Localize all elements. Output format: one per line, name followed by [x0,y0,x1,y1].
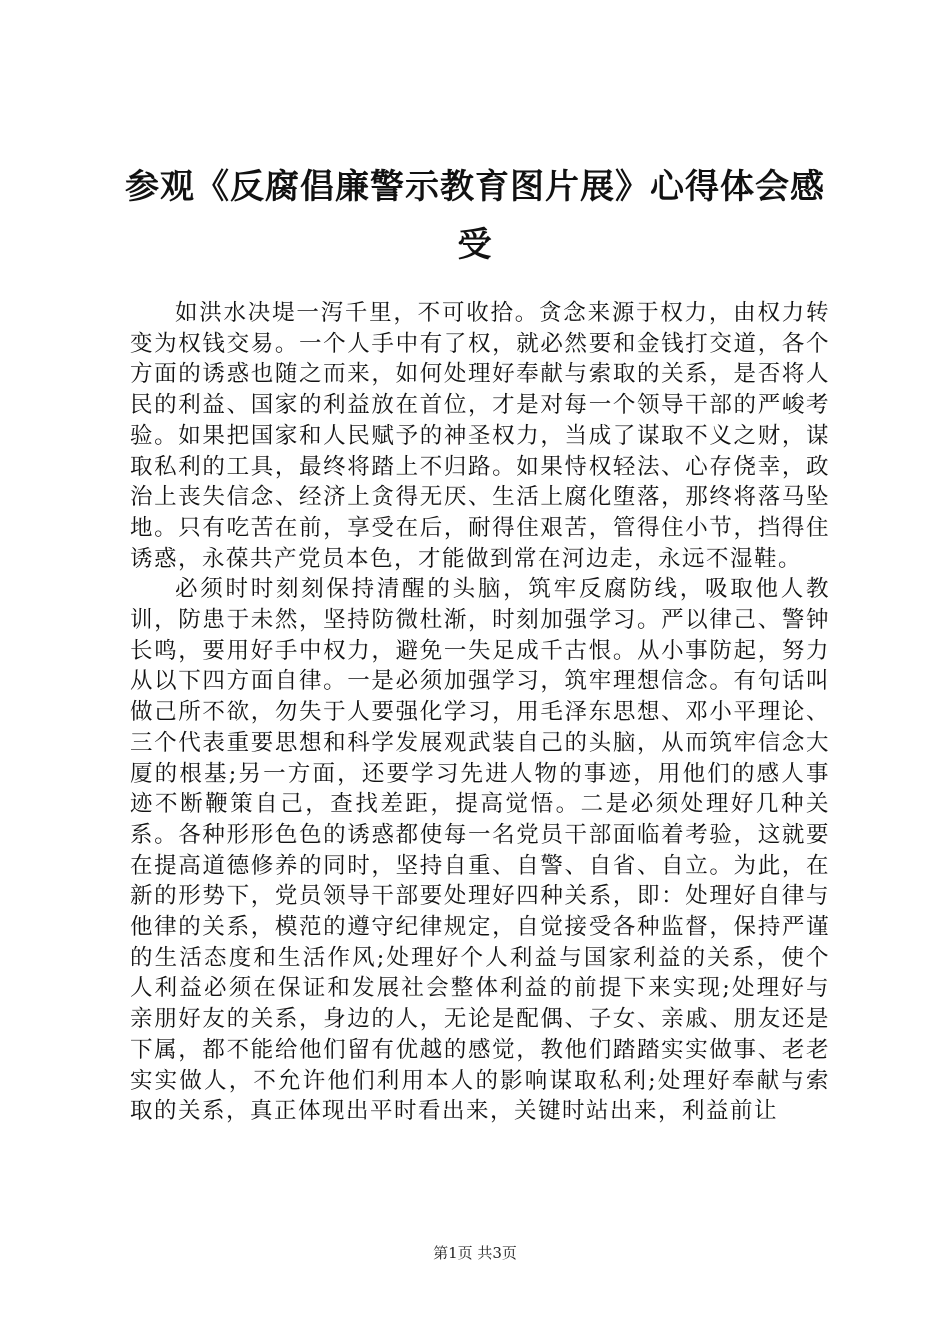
document-body [130,298,830,1127]
document-title: 参观《反腐倡廉警示教育图片展》心得体会感受 [125,167,825,265]
page-footer: 第1页 共3页 [433,1244,517,1262]
paragraph-1: 如洪水决堤一泻千里，不可收拾。贪念来源于权力，由权力转变为权钱交易。一个人手中有了权，就必然要和金钱打交道，各个方面的诱惑也随之而来，如何处理好奉献与索取的关系，是否将人民的利益、国家的利益放在首位，才是对每一个领导干部的严峻考验。如果把国家和人民赋予的神圣权力，当成了谋取不义之财，谋取私利的工具，最终将踏上不归路。如果恃权轻法、心存侥幸，政治上丧失信念、经济上贪得无厌、生活上腐化堕落，那终将落马坠地。只有吃苦在前，享受在后，耐得住艰苦，管得住小节，挡得住诱惑，永葆共产党员本色，才能做到常在河边走，永远不湿鞋。 [130,300,830,572]
paragraph-2: 必须时时刻刻保持清醒的头脑，筑牢反腐防线，吸取他人教训，防患于未然，坚持防微杜渐，时刻加强学习。严以律己、警钟长鸣，要用好手中权力，避免一失足成千古恨。从小事防起，努力从以下四方面自律。一是必须加强学习，筑牢理想信念。有句话叫做己所不欲，勿失于人要强化学习，用毛泽东思想、邓小平理论、三个代表重要思想和科学发展观武装自己的头脑，从而筑牢信念大厦的根基;另一方面，还要学习先进人物的事迹，用他们的感人事迹不断鞭策自己，查找差距，提高觉悟。二是必须处理好几种关系。各种形形色色的诱惑都使每一名党员干部面临着考验，这就要在提高道德修养的同时，坚持自重、自警、自省、自立。为此，在新的形势下，党员领导干部要处理好四种关系，即：处理好自律与他律的关系，模范的遵守纪律规定，自觉接受各种监督，保持严谨的生活态度和生活作风;处理好个人利益与国家利益的关系，使个人利益必须在保证和发展社会整体利益的前提下来实现;处理好与亲朋好友的关系，身边的人，无论是配偶、子女、亲戚、朋友还是下属，都不能给他们留有优越的感觉，教他们踏踏实实做事、老老实实做人，不允许他们利用本人的影响谋取私利;处理好奉献与索取的关系，真正体现出平时看出来，关键时站出来，利益前让 [130,576,830,1125]
